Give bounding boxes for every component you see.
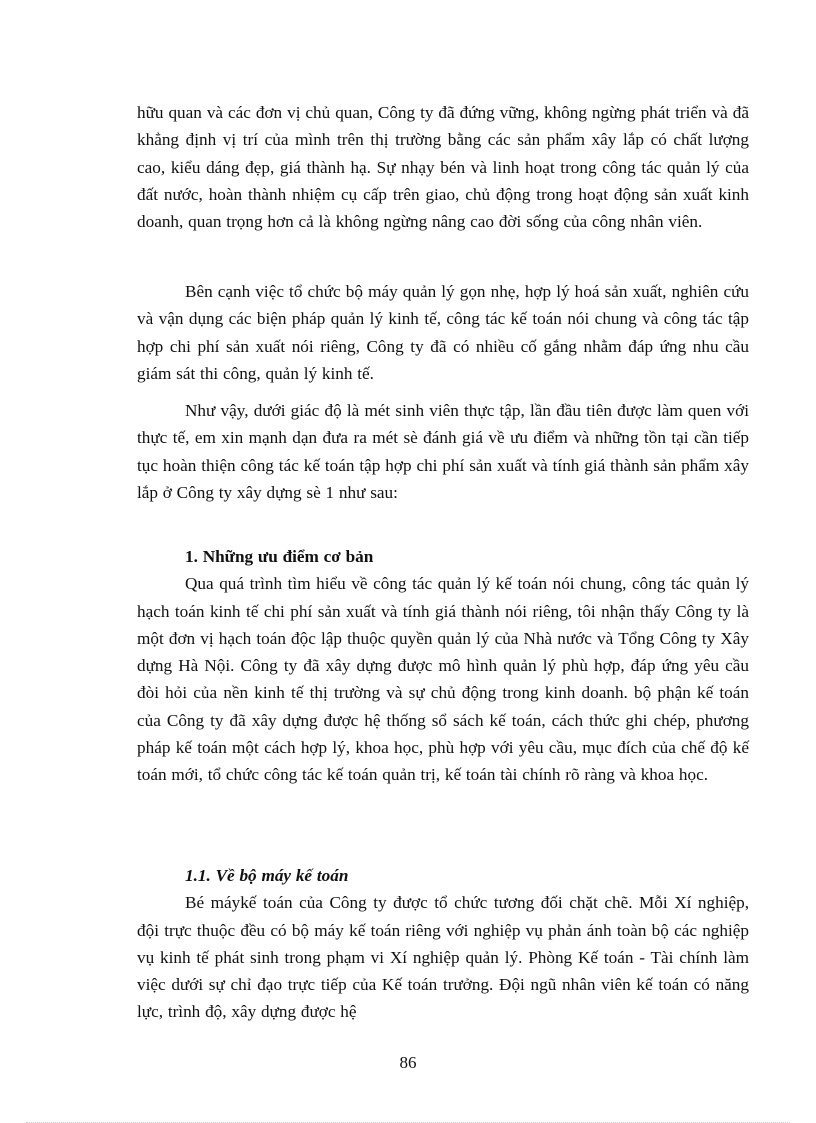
paragraph-assessment-intro: Như vậy, dưới giác độ là mét sinh viên thực tập, lần đầu tiên được làm quen với thực tế, em xin mạnh dạn đưa ra mét sè đánh giá về ưu điểm và những tồn tại cần tiếp tục hoàn thiện công tác kế toán tập hợp chi phí sản xuất và tính giá thành sản phẩm xây lắp ở Công ty xây dựng sè 1 như sau: [137, 401, 749, 502]
paragraph-accounting-apparatus: Bé máykế toán của Công ty được tổ chức tương đối chặt chẽ. Mỗi Xí nghiệp, đội trực thuộc đều có bộ máy kế toán riêng với nghiệp vụ phản ánh toàn bộ các nghiệp vụ kinh tế phát sinh trong phạm vi Xí nghiệp quản lý. Phòng Kế toán - Tài chính làm việc dưới sự chỉ đạo trực tiếp của Kế toán trưởng. Đội ngũ nhân viên kế toán có năng lực, trình độ, xây dựng được hệ [137, 893, 749, 1022]
paragraph-organization: Bên cạnh việc tổ chức bộ máy quản lý gọn nhẹ, hợp lý hoá sản xuất, nghiên cứu và vận dụng các biện pháp quản lý kinh tế, công tác kế toán nói chung và công tác tập hợp chi phí sản xuất nói riêng, Công ty đã có nhiều cố gắng nhằm đáp ứng nhu cầu giám sát thi công, quản lý kinh tế. [137, 282, 749, 383]
section-advantages [137, 543, 749, 789]
section-accounting-apparatus [137, 862, 749, 1026]
section-heading-advantages: 1. Những ưu điểm cơ bản [185, 547, 374, 566]
subsection-heading-accounting-apparatus: 1.1. Về bộ máy kế toán [185, 866, 349, 885]
body-section-assessment [137, 397, 749, 506]
paragraph-advantages: Qua quá trình tìm hiểu về công tác quản lý kế toán nói chung, công tác quản lý hạch toán kinh tế chi phí sản xuất và tính giá thành nói riêng, tôi nhận thấy Công ty là một đơn vị hạch toán độc lập thuộc quyền quản lý của Nhà nước và Tổng Công ty Xây dựng Hà Nội. Công ty đã xây dựng được mô hình quản lý phù hợp, đáp ứng yêu cầu đòi hỏi của nền kinh tế thị trường và sự chủ động trong kinh doanh. bộ phận kế toán của Công ty đã xây dựng được hệ thống sổ sách kế toán, cách thức ghi chép, phương pháp kế toán một cách hợp lý, khoa học, phù hợp với yêu cầu, mục đích của chế độ kế toán mới, tổ chức công tác kế toán quản trị, kế toán tài chính rõ ràng và khoa học. [137, 574, 749, 785]
paragraph-continuation: hữu quan và các đơn vị chủ quan, Công ty đã đứng vững, không ngừng phát triển và đã khẳng định vị trí của mình trên thị trường bằng các sản phẩm xây lắp có chất lượng cao, kiểu dáng đẹp, giá thành hạ. Sự nhạy bén và linh hoạt trong công tác quản lý của đất nước, hoàn thành nhiệm cụ cấp trên giao, chủ động trong hoạt động sản xuất kinh doanh, quan trọng hơn cả là không ngừng nâng cao đời sống của công nhân viên. [137, 103, 749, 232]
body-section-organization [137, 278, 749, 387]
page-number: 86 [399, 1053, 417, 1072]
body-section-intro [137, 99, 749, 235]
